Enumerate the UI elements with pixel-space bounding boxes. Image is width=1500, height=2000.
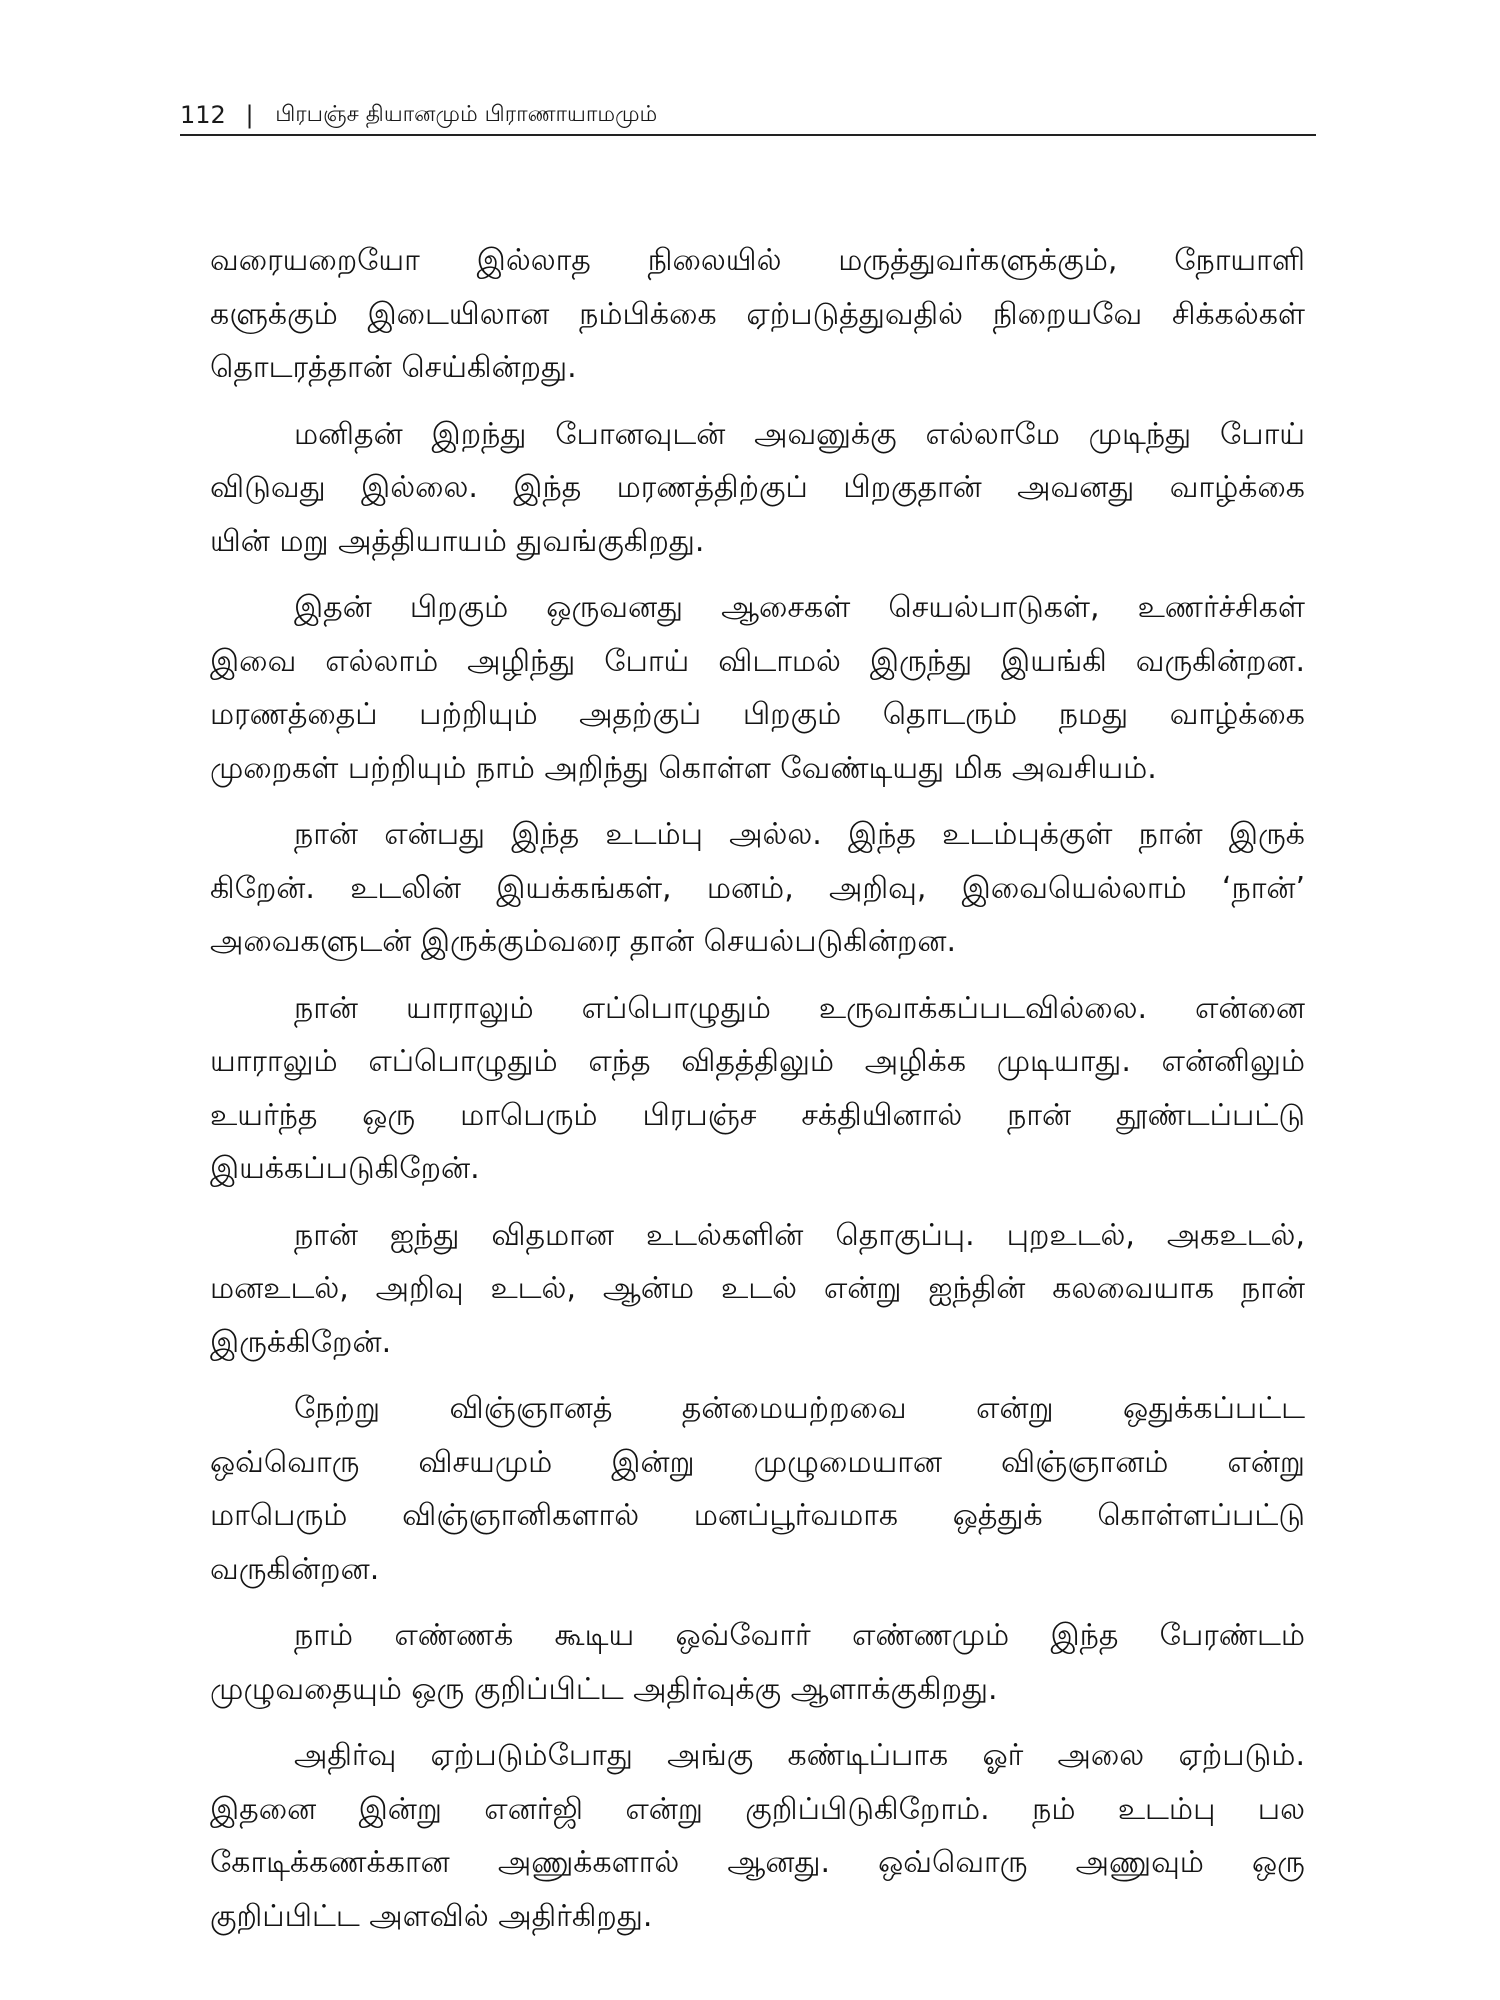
text-line: இதனை இன்று எனர்ஜி என்று குறிப்பிடுகிறோம். நம் உடம்பு பல xyxy=(210,1791,1305,1827)
text-line: முழுவதையும் ஒரு குறிப்பிட்ட அதிர்வுக்கு ஆளாக்குகிறது. xyxy=(210,1671,998,1707)
paragraph xyxy=(210,1609,1305,1716)
text-line: இயக்கப்படுகிறேன். xyxy=(210,1151,480,1186)
page-number: 112 xyxy=(180,101,226,129)
text-line: மாபெரும் விஞ்ஞானிகளால் மனப்பூர்வமாக ஒத்துக் கொள்ளப்பட்டு xyxy=(210,1498,1305,1533)
text-line: கோடிக்கணக்கான அணுக்களால் ஆனது. ஒவ்வொரு அணுவும் ஒரு xyxy=(210,1845,1305,1880)
text-line: மரணத்தைப் பற்றியும் அதற்குப் பிறகும் தொடரும் நமது வாழ்க்கை xyxy=(210,697,1305,732)
text-line: அவைகளுடன் இருக்கும்வரை தான் செயல்படுகின்றன. xyxy=(210,924,957,959)
header-divider: | xyxy=(245,101,254,129)
text-line: ஒவ்வொரு விசயமும் இன்று முழுமையான விஞ்ஞானம் என்று xyxy=(210,1444,1305,1480)
text-line: விடுவது இல்லை. இந்த மரணத்திற்குப் பிறகுதான் அவனது வாழ்க்கை xyxy=(210,470,1305,505)
paragraph xyxy=(210,808,1305,969)
text-line: இவை எல்லாம் அழிந்து போய் விடாமல் இருந்து இயங்கி வருகின்றன. xyxy=(210,643,1305,679)
text-line: நான் ஐந்து விதமான உடல்களின் தொகுப்பு. புறஉடல், அகஉடல், xyxy=(294,1217,1305,1253)
paragraph xyxy=(210,1209,1305,1370)
text-line: உயர்ந்த ஒரு மாபெரும் பிரபஞ்ச சக்தியினால் நான் தூண்டப்பட்டு xyxy=(210,1097,1305,1133)
text-line: நேற்று விஞ்ஞானத் தன்மையற்றவை என்று ஒதுக்கப்பட்ட xyxy=(294,1391,1305,1426)
paragraph xyxy=(210,982,1305,1196)
book-title: பிரபஞ்ச தியானமும் பிராணாயாமமும் xyxy=(275,102,658,127)
paragraph xyxy=(210,581,1305,795)
text-line: மனஉடல், அறிவு உடல், ஆன்ம உடல் என்று ஐந்தின் கலவையாக நான் xyxy=(210,1271,1305,1306)
header-rule xyxy=(180,134,1316,136)
body-text xyxy=(210,234,1305,1956)
paragraph xyxy=(210,234,1305,395)
text-line: அதிர்வு ஏற்படும்போது அங்கு கண்டிப்பாக ஓர் அலை ஏற்படும். xyxy=(294,1738,1305,1773)
text-line: இதன் பிறகும் ஒருவனது ஆசைகள் செயல்பாடுகள், உணர்ச்சிகள் xyxy=(294,590,1305,625)
text-line: தொடரத்தான் செய்கின்றது. xyxy=(210,350,577,385)
paragraph xyxy=(210,1729,1305,1943)
text-line: நான் யாராலும் எப்பொழுதும் உருவாக்கப்படவில்லை. என்னை xyxy=(294,990,1305,1026)
text-line: யாராலும் எப்பொழுதும் எந்த விதத்திலும் அழிக்க முடியாது. என்னிலும் xyxy=(210,1044,1305,1079)
text-line: கிறேன். உடலின் இயக்கங்கள், மனம், அறிவு, இவையெல்லாம் ‘நான்’ xyxy=(210,870,1305,906)
text-line: களுக்கும் இடையிலான நம்பிக்கை ஏற்படுத்துவதில் நிறையவே சிக்கல்கள் xyxy=(210,296,1305,332)
text-line: யின் மறு அத்தியாயம் துவங்குகிறது. xyxy=(210,523,705,559)
paragraph xyxy=(210,408,1305,569)
paragraph xyxy=(210,1382,1305,1596)
text-line: நான் என்பது இந்த உடம்பு அல்ல. இந்த உடம்புக்குள் நான் இருக் xyxy=(294,817,1305,852)
text-line: மனிதன் இறந்து போனவுடன் அவனுக்கு எல்லாமே முடிந்து போய் xyxy=(294,416,1305,452)
text-line: இருக்கிறேன். xyxy=(210,1324,392,1360)
text-line: குறிப்பிட்ட அளவில் அதிர்கிறது. xyxy=(210,1898,653,1934)
text-line: வருகின்றன. xyxy=(210,1551,380,1587)
text-line: வரையறையோ இல்லாத நிலையில் மருத்துவர்களுக்கும், நோயாளி xyxy=(210,243,1305,278)
text-line: முறைகள் பற்றியும் நாம் அறிந்து கொள்ள வேண்டியது மிக அவசியம். xyxy=(210,750,1157,786)
running-header xyxy=(180,99,657,131)
text-line: நாம் எண்ணக் கூடிய ஒவ்வோர் எண்ணமும் இந்த பேரண்டம் xyxy=(294,1618,1305,1653)
